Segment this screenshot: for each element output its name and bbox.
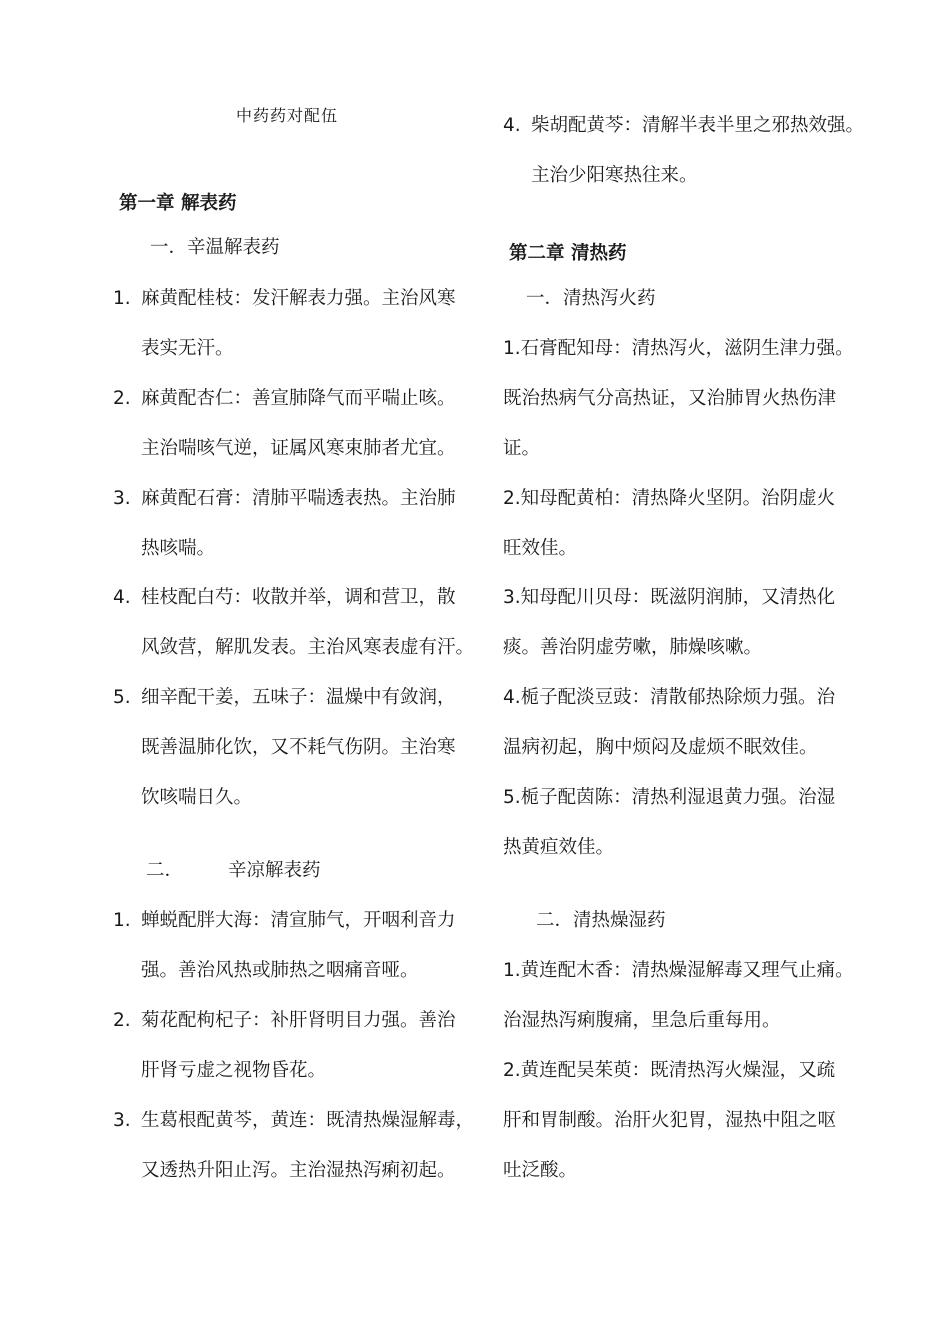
item-line: 柴胡配黄芩：清解半表半里之邪热效强。 bbox=[531, 115, 865, 136]
paragraph-line: 热黄疸效佳。 bbox=[503, 837, 615, 858]
paragraph-line: 3.知母配川贝母：既滋阴润肺，又清热化 bbox=[503, 587, 836, 608]
item-line: 主治少阳寒热往来。 bbox=[531, 165, 698, 186]
section-2-number: 二． bbox=[146, 860, 184, 881]
paragraph-line: 吐泛酸。 bbox=[503, 1160, 578, 1181]
paragraph-line: 1.石膏配知母：清热泻火，滋阴生津力强。 bbox=[503, 338, 854, 359]
paragraph-line: 1.黄连配木香：清热燥湿解毒又理气止痛。 bbox=[503, 960, 854, 981]
section-2-heading: 二．清热燥湿药 bbox=[536, 910, 666, 931]
item-line: 生葛根配黄芩，黄连：既清热燥湿解毒， bbox=[141, 1110, 475, 1131]
item-line: 麻黄配杏仁：善宣肺降气而平喘止咳。 bbox=[141, 388, 456, 409]
paragraph-line: 肝和胃制酸。治肝火犯胃，湿热中阻之呕 bbox=[503, 1110, 837, 1131]
paragraph-line: 4.栀子配淡豆豉：清散郁热除烦力强。治 bbox=[503, 687, 836, 708]
document-title: 中药药对配伍 bbox=[236, 106, 339, 125]
item-line: 主治喘咳气逆，证属风寒束肺者尤宜。 bbox=[141, 438, 456, 459]
item-line: 细辛配干姜，五味子：温燥中有敛润， bbox=[141, 687, 456, 708]
item-line: 表实无汗。 bbox=[141, 338, 234, 359]
item-number: 1. bbox=[113, 288, 131, 309]
paragraph-line: 2.知母配黄柏：清热降火坚阴。治阴虚火 bbox=[503, 488, 836, 509]
item-number: 2. bbox=[113, 388, 131, 409]
paragraph-line: 痰。善治阴虚劳嗽，肺燥咳嗽。 bbox=[503, 637, 763, 658]
item-line: 既善温肺化饮，又不耗气伤阴。主治寒 bbox=[141, 737, 456, 758]
item-number: 3. bbox=[113, 488, 131, 509]
section-1-heading: 一．辛温解表药 bbox=[150, 237, 280, 258]
item-line: 麻黄配石膏：清肺平喘透表热。主治肺 bbox=[141, 488, 456, 509]
item-line: 饮咳喘日久。 bbox=[141, 787, 253, 808]
item-number: 4. bbox=[503, 115, 521, 136]
paragraph-line: 既治热病气分高热证，又治肺胃火热伤津 bbox=[503, 388, 837, 409]
item-line: 菊花配枸杞子：补肝肾明目力强。善治 bbox=[141, 1010, 456, 1031]
paragraph-line: 2.黄连配吴茱萸：既清热泻火燥湿，又疏 bbox=[503, 1060, 836, 1081]
paragraph-line: 温病初起，胸中烦闷及虚烦不眠效佳。 bbox=[503, 737, 818, 758]
item-line: 强。善治风热或肺热之咽痛音哑。 bbox=[141, 960, 419, 981]
item-number: 4. bbox=[113, 587, 131, 608]
item-number: 3. bbox=[113, 1110, 131, 1131]
paragraph-line: 证。 bbox=[503, 438, 541, 459]
paragraph-line: 治湿热泻痢腹痛，里急后重每用。 bbox=[503, 1010, 781, 1031]
item-number: 1. bbox=[113, 910, 131, 931]
item-line: 肝肾亏虚之视物昏花。 bbox=[141, 1060, 327, 1081]
section-1-heading: 一．清热泻火药 bbox=[526, 288, 656, 309]
item-line: 麻黄配桂枝：发汗解表力强。主治风寒 bbox=[141, 288, 456, 309]
item-line: 热咳喘。 bbox=[141, 538, 216, 559]
paragraph-line: 5.栀子配茵陈：清热利湿退黄力强。治湿 bbox=[503, 787, 836, 808]
chapter-2-heading: 第二章 清热药 bbox=[509, 243, 627, 264]
item-number: 5. bbox=[113, 687, 131, 708]
paragraph-line: 旺效佳。 bbox=[503, 538, 578, 559]
item-line: 又透热升阳止泻。主治湿热泻痢初起。 bbox=[141, 1160, 456, 1181]
item-line: 桂枝配白芍：收散并举，调和营卫，散 bbox=[141, 587, 456, 608]
section-2-heading: 辛凉解表药 bbox=[228, 860, 321, 881]
item-line: 蝉蜕配胖大海：清宣肺气，开咽利音力 bbox=[141, 910, 456, 931]
item-line: 风敛营，解肌发表。主治风寒表虚有汗。 bbox=[141, 637, 475, 658]
chapter-1-heading: 第一章 解表药 bbox=[119, 193, 237, 214]
item-number: 2. bbox=[113, 1010, 131, 1031]
